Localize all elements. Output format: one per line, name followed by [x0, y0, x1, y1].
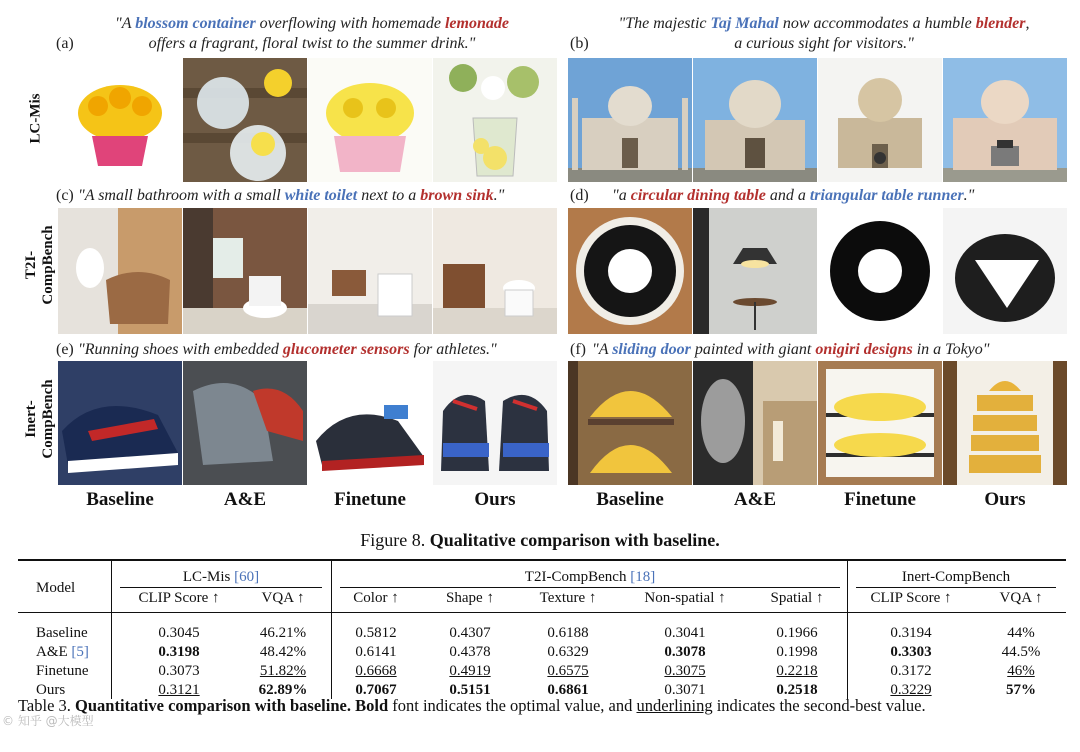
panel-e-letter: (e)	[56, 341, 74, 358]
table-caption-underline-word: underlining	[636, 696, 713, 715]
prompt-object-a: blossom container	[135, 15, 256, 32]
table-cell	[628, 662, 742, 680]
table-cell	[980, 662, 1062, 680]
image-f-ae	[693, 361, 817, 485]
prompt-text: now accommodates a humble	[778, 15, 976, 32]
table-cell	[520, 643, 616, 661]
table-caption-prefix: Table 3.	[18, 696, 76, 715]
prompt-object-b: onigiri designs	[815, 341, 913, 358]
method-label-ae-right: A&E	[733, 489, 777, 510]
table-cell-value: 0.1998	[776, 644, 818, 660]
method-label-ours-left: Ours	[474, 489, 516, 510]
table-cell	[240, 662, 326, 680]
group-ref[interactable]: [60]	[234, 569, 260, 585]
table-cell-value: 0.2218	[776, 663, 818, 679]
table-caption-bold-word: Bold	[355, 696, 389, 715]
table-cell-value: 0.6188	[547, 625, 589, 641]
table-cell	[428, 624, 512, 642]
panel-b-letter: (b)	[570, 35, 589, 52]
panel-f-letter: (f)	[570, 341, 586, 358]
prompt-object-a: circular dining table	[630, 187, 766, 204]
table-cell-value: 46.21%	[259, 625, 307, 641]
panel-e-prompt	[78, 340, 497, 360]
table-cell-value: 0.3198	[158, 644, 200, 660]
table-cell-value: 0.1966	[776, 625, 818, 641]
table-vline-2	[331, 561, 332, 699]
prompt-text: ,	[1025, 15, 1030, 32]
table-cell	[980, 681, 1062, 699]
prompt-text: ."	[493, 187, 505, 204]
col-header: Non-spatial ↑	[644, 590, 726, 606]
panel-d-letter: (d)	[570, 187, 589, 204]
table-top-rule	[18, 559, 1066, 561]
table-cell-value: 0.6329	[547, 644, 589, 660]
table-cell	[428, 662, 512, 680]
prompt-text: "A	[115, 15, 136, 32]
group-underline-inert	[856, 587, 1056, 588]
panel-c-letter: (c)	[56, 187, 74, 204]
table-cell	[852, 643, 970, 661]
table-cell	[120, 662, 238, 680]
row-model-name: A&E	[36, 644, 68, 660]
table-cell	[852, 662, 970, 680]
image-e-ae	[183, 361, 307, 485]
row-label-inert-compbench	[23, 371, 57, 467]
table-cell	[520, 662, 616, 680]
table-cell	[980, 624, 1062, 642]
table-cell-value: 0.7067	[355, 682, 397, 698]
image-a-ae	[183, 58, 307, 182]
col-header: CLIP Score ↑	[870, 590, 952, 606]
prompt-object-a: Taj Mahal	[710, 15, 779, 32]
image-f-ours	[943, 361, 1067, 485]
table-cell-value: 0.3073	[158, 663, 200, 679]
table-cell	[240, 624, 326, 642]
table-cell	[752, 662, 842, 680]
table-cell-value: 0.5151	[449, 682, 491, 698]
table-cell-value: 0.4378	[449, 644, 491, 660]
image-b-baseline	[568, 58, 692, 182]
table-cell-value: 0.6141	[355, 644, 397, 660]
table-cell-value: 0.6668	[355, 663, 397, 679]
table-cell	[336, 624, 416, 642]
table-group-t2i	[340, 568, 840, 586]
prompt-text: next to a	[357, 187, 421, 204]
method-label-baseline-right: Baseline	[596, 489, 664, 510]
group-ref[interactable]: [18]	[630, 569, 656, 585]
table-cell	[520, 624, 616, 642]
group-name: T2I-CompBench	[524, 569, 627, 585]
table-cell	[336, 662, 416, 680]
table-cell	[980, 643, 1062, 661]
prompt-object-a: white toilet	[284, 187, 358, 204]
col-header: CLIP Score ↑	[138, 590, 220, 606]
row-model-name: Finetune	[36, 663, 89, 679]
group-underline-t2i	[340, 587, 840, 588]
table-header-model: Model	[36, 580, 76, 596]
table-cell-value: 0.4919	[449, 663, 491, 679]
table-cell-value: 0.6861	[547, 682, 589, 698]
col-header: Color ↑	[353, 590, 399, 606]
row-model	[36, 643, 89, 661]
row-model-name: Baseline	[36, 625, 88, 641]
image-f-finetune	[818, 361, 942, 485]
table-cell	[120, 643, 238, 661]
caption-prefix: Figure 8.	[360, 530, 430, 550]
table-cell-value: 48.42%	[259, 644, 307, 660]
row-label-text: T2I- CompBench	[23, 225, 56, 305]
image-d-finetune	[818, 208, 942, 334]
image-d-ours	[943, 208, 1067, 334]
panel-c-prompt	[78, 186, 504, 206]
prompt-text: ."	[963, 187, 975, 204]
image-f-baseline	[568, 361, 692, 485]
prompt-object-a: sliding door	[612, 341, 691, 358]
prompt-text: painted with giant	[690, 341, 816, 358]
prompt-text: "A small bathroom with a small	[78, 187, 285, 204]
table-cell-value: 44.5%	[1001, 644, 1041, 660]
table-cell-value: 0.5812	[355, 625, 397, 641]
prompt-object-a: glucometer sensors	[282, 341, 410, 358]
col-header: Shape ↑	[446, 590, 494, 606]
image-b-finetune	[818, 58, 942, 182]
table-caption-bold: Quantitative comparison with baseline.	[75, 696, 351, 715]
method-label-ae-left: A&E	[223, 489, 267, 510]
panel-a-prompt	[72, 14, 552, 54]
table-caption-text: indicates the second-best value.	[712, 696, 926, 715]
table-cell-value: 46%	[1007, 663, 1035, 679]
prompt-text: in a Tokyo"	[912, 341, 990, 358]
row-label-lc-mis: LC-Mis	[27, 93, 44, 144]
col-header: VQA ↑	[999, 590, 1043, 606]
table-cell-value: 0.3041	[664, 625, 706, 641]
image-e-ours	[433, 361, 557, 485]
table-header-rule	[18, 612, 1066, 613]
image-a-baseline	[58, 58, 182, 182]
prompt-text: "Running shoes with embedded	[78, 341, 283, 358]
table-cell	[852, 624, 970, 642]
table-cell-value: 0.2518	[776, 682, 818, 698]
table-cell	[752, 624, 842, 642]
method-label-finetune-right: Finetune	[844, 489, 916, 510]
prompt-text: and a	[765, 187, 810, 204]
method-label-finetune-left: Finetune	[334, 489, 406, 510]
group-underline-lc-mis	[120, 587, 322, 588]
prompt-text: "a	[612, 187, 631, 204]
prompt-object-b: brown sink	[420, 187, 494, 204]
table-cell-value: 57%	[1006, 682, 1036, 698]
row-model-name: Ours	[36, 682, 66, 698]
group-name: LC-Mis	[182, 569, 231, 585]
row-model	[36, 662, 89, 680]
watermark: © 知乎 @大模型	[2, 714, 94, 728]
table-cell-value: 0.3071	[664, 682, 706, 698]
table-cell-value: 51.82%	[259, 663, 307, 679]
row-model-ref[interactable]: [5]	[71, 644, 89, 660]
col-header: Texture ↑	[539, 590, 597, 606]
table-cell	[752, 643, 842, 661]
table-cell	[628, 643, 742, 661]
panel-a-letter: (a)	[56, 35, 74, 52]
table-cell-value: 0.3078	[664, 644, 706, 660]
row-model	[36, 624, 88, 642]
table-cell-value: 0.3121	[158, 682, 200, 698]
image-c-finetune	[308, 208, 432, 334]
image-a-ours	[433, 58, 557, 182]
image-d-ae	[693, 208, 817, 334]
image-a-finetune	[308, 58, 432, 182]
method-label-baseline-left: Baseline	[86, 489, 154, 510]
table-vline-3	[847, 561, 848, 699]
prompt-object-b: lemonade	[444, 15, 509, 32]
table-vline-1	[111, 561, 112, 699]
table-cell-value: 62.89%	[258, 682, 308, 698]
table-cell-value: 0.4307	[449, 625, 491, 641]
prompt-text: offers a fragrant, floral twist to the summer drink."	[148, 35, 476, 52]
image-c-baseline	[58, 208, 182, 334]
panel-f-prompt	[592, 340, 990, 360]
image-b-ours	[943, 58, 1067, 182]
figure-caption	[0, 530, 1080, 551]
prompt-text: for athletes."	[409, 341, 497, 358]
panel-d-prompt	[612, 186, 974, 206]
image-e-baseline	[58, 361, 182, 485]
prompt-text: overflowing with homemade	[255, 15, 445, 32]
table-cell-value: 0.3229	[890, 682, 932, 698]
row-label-t2i-compbench	[23, 217, 57, 313]
table-group-inert: Inert-CompBench	[901, 569, 1011, 585]
table-cell-value: 0.3194	[890, 625, 932, 641]
table-caption	[18, 696, 926, 716]
table-cell	[428, 643, 512, 661]
table-cell-value: 0.6575	[547, 663, 589, 679]
image-b-ae	[693, 58, 817, 182]
table-cell	[240, 643, 326, 661]
table-cell-value: 44%	[1007, 625, 1035, 641]
prompt-text: a curious sight for visitors."	[734, 35, 914, 52]
prompt-text: "A	[592, 341, 613, 358]
col-header: VQA ↑	[261, 590, 305, 606]
table-group-lc-mis	[120, 568, 322, 586]
col-header: Spatial ↑	[770, 590, 824, 606]
image-e-finetune	[308, 361, 432, 485]
table-cell	[120, 624, 238, 642]
image-c-ae	[183, 208, 307, 334]
table-cell	[628, 624, 742, 642]
panel-b-prompt	[586, 14, 1062, 54]
image-c-ours	[433, 208, 557, 334]
row-label-text: Inert- CompBench	[23, 379, 56, 459]
prompt-object-b: triangular table runner	[809, 187, 964, 204]
image-d-baseline	[568, 208, 692, 334]
prompt-text: "The majestic	[618, 15, 711, 32]
caption-bold: Qualitative comparison with baseline.	[429, 530, 720, 550]
table-cell-value: 0.3303	[890, 644, 932, 660]
method-label-ours-right: Ours	[984, 489, 1026, 510]
table-cell-value: 0.3045	[158, 625, 200, 641]
prompt-object-b: blender	[975, 15, 1026, 32]
table-cell-value: 0.3075	[664, 663, 706, 679]
table-caption-text: font indicates the optimal value, and	[388, 696, 637, 715]
table-cell-value: 0.3172	[890, 663, 932, 679]
table-cell	[336, 643, 416, 661]
